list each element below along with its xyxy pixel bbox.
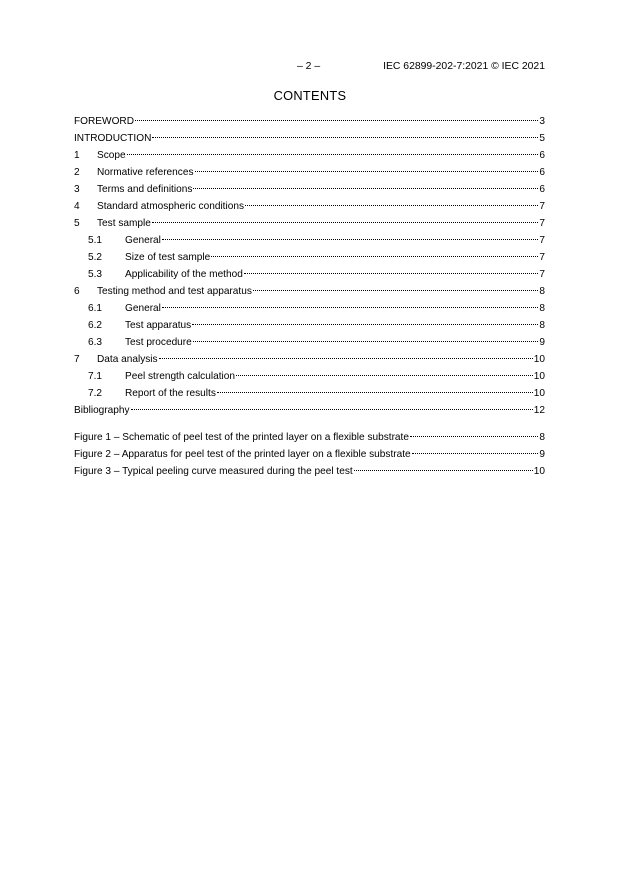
toc-entry-label: Standard atmospheric conditions (97, 201, 245, 212)
dot-leader (162, 296, 538, 308)
toc-entry-number: 7.1 (88, 371, 103, 382)
dot-leader (217, 381, 533, 393)
table-of-contents (74, 112, 545, 479)
figure-entry-3[interactable] (74, 462, 545, 479)
dot-leader (127, 143, 539, 155)
toc-entry-number: 1 (74, 150, 80, 161)
page-number: – 2 – (297, 61, 321, 72)
toc-entry-label: General (125, 235, 161, 246)
toc-entry-label: Normative references (97, 167, 194, 178)
dot-leader (412, 442, 539, 454)
toc-entry-label: Bibliography (74, 405, 130, 416)
dot-leader (354, 459, 533, 471)
figure-entry-page: 8 (539, 432, 545, 443)
toc-entry-page: 6 (539, 167, 545, 178)
toc-entry-label: INTRODUCTION (74, 133, 152, 144)
toc-entry-number: 5.1 (88, 235, 103, 246)
dot-leader (253, 279, 539, 291)
toc-entry-page: 6 (539, 184, 545, 195)
toc-entry-number: 7 (74, 354, 80, 365)
toc-entry-page: 6 (539, 150, 545, 161)
dot-leader (195, 160, 539, 172)
toc-entry-page: 7 (539, 269, 545, 280)
toc-entry-number: 5 (74, 218, 80, 229)
toc-entry-label: Test sample (97, 218, 151, 229)
toc-entry-page: 7 (539, 218, 545, 229)
toc-entry-page: 3 (539, 116, 545, 127)
dot-leader (159, 347, 533, 359)
toc-entry-page: 7 (539, 201, 545, 212)
dot-leader (410, 425, 538, 437)
dot-leader (193, 177, 538, 189)
toc-entry-number: 4 (74, 201, 80, 212)
toc-entry-label: Testing method and test apparatus (97, 286, 252, 297)
toc-entry-page: 8 (539, 320, 545, 331)
toc-entry-number: 6.3 (88, 337, 103, 348)
toc-entry-label: General (125, 303, 161, 314)
page-header (0, 61, 620, 75)
toc-entry-number: 2 (74, 167, 80, 178)
toc-entry-label: Peel strength calculation (125, 371, 235, 382)
toc-entry-number: 6.1 (88, 303, 103, 314)
dot-leader (245, 194, 538, 206)
dot-leader (244, 262, 539, 274)
document-reference: IEC 62899-202-7:2021 © IEC 2021 (383, 61, 545, 72)
toc-entry-number: 5.3 (88, 269, 103, 280)
figure-entry-label: Figure 2 – Apparatus for peel test of the printed layer on a flexible substrate (74, 449, 411, 460)
toc-entry-page: 8 (539, 286, 545, 297)
toc-entry-label: Data analysis (97, 354, 158, 365)
dot-leader (152, 126, 538, 138)
toc-entry-page: 5 (539, 133, 545, 144)
dot-leader (135, 109, 538, 121)
toc-entry-page: 7 (539, 252, 545, 263)
figure-entry-page: 9 (539, 449, 545, 460)
toc-entry-label: Size of test sample (125, 252, 211, 263)
toc-entry-page: 8 (539, 303, 545, 314)
dot-leader (192, 313, 538, 325)
toc-entry-label: FOREWORD (74, 116, 134, 127)
toc-entry-page: 10 (533, 388, 545, 399)
toc-entry-label: Test procedure (125, 337, 192, 348)
dot-leader (152, 211, 539, 223)
toc-entry-page: 9 (539, 337, 545, 348)
toc-entry-label: Test apparatus (125, 320, 192, 331)
dot-leader (211, 245, 538, 257)
toc-entry-page: 10 (533, 354, 545, 365)
dot-leader (131, 398, 533, 410)
figure-entry-label: Figure 3 – Typical peeling curve measured during the peel test (74, 466, 353, 477)
figure-entry-page: 10 (533, 466, 545, 477)
toc-entry-number: 3 (74, 184, 80, 195)
toc-entry-label: Applicability of the method (125, 269, 243, 280)
toc-entry-label: Report of the results (125, 388, 216, 399)
dot-leader (162, 228, 538, 240)
toc-entry-page: 12 (533, 405, 545, 416)
toc-entry-bibliography[interactable] (74, 401, 545, 418)
figure-entry-label: Figure 1 – Schematic of peel test of the printed layer on a flexible substrate (74, 432, 409, 443)
toc-entry-number: 6 (74, 286, 80, 297)
toc-entry-label: Terms and definitions (97, 184, 193, 195)
page-title: CONTENTS (273, 88, 347, 103)
toc-entry-label: Scope (97, 150, 126, 161)
toc-entry-number: 7.2 (88, 388, 103, 399)
dot-leader (193, 330, 539, 342)
toc-entry-page: 7 (539, 235, 545, 246)
toc-entry-number: 6.2 (88, 320, 103, 331)
toc-entry-page: 10 (533, 371, 545, 382)
toc-entry-number: 5.2 (88, 252, 103, 263)
dot-leader (236, 364, 533, 376)
